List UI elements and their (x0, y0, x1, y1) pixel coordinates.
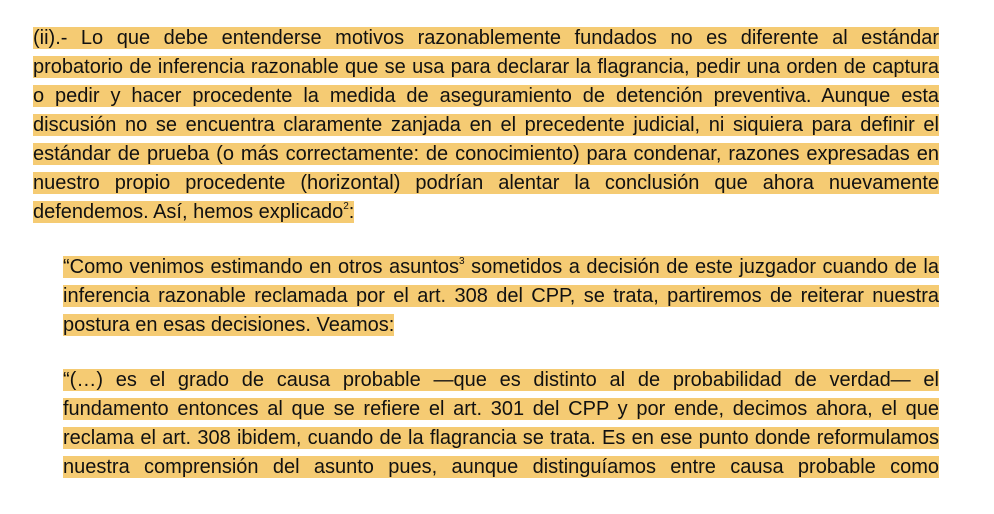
highlighted-text (63, 256, 939, 278)
footnote-2-marker[interactable]: 2 (343, 201, 349, 212)
highlighted-text: discusión no se encuentra claramente zanjada en el precedente judicial, ni siquiera para definir el (33, 114, 939, 136)
highlighted-text: probatorio de inferencia razonable que se usa para declarar la flagrancia, pedir una orden de captura (33, 56, 939, 78)
paragraph-1-last-text: defendemos. Así, hemos explicado (33, 201, 344, 223)
highlighted-text: nuestro propio procedente (horizontal) podrían alentar la conclusión que ahora nuevamente (33, 172, 939, 194)
paragraph-1-line-5 (33, 140, 939, 168)
paragraph-1-line-3 (33, 82, 939, 110)
paragraph-2-line-1-end: sometidos a decisión de este juzgador cuando de la (464, 256, 939, 278)
paragraph-3-line-1 (63, 366, 939, 394)
paragraph-2-line-1 (63, 253, 939, 281)
paragraph-1-colon: : (348, 201, 355, 223)
paragraph-2-line-3 (63, 311, 939, 339)
highlighted-text: inferencia razonable reclamada por el art. 308 del CPP, se trata, partiremos de reiterar nuestra (63, 285, 939, 307)
highlighted-text: reclama el art. 308 ibidem, cuando de la flagrancia se trata. Es en ese punto donde reformulamos (63, 427, 939, 449)
paragraph-2-line-1-start: “Como venimos estimando en otros asuntos (63, 256, 460, 278)
paragraph-1-line-1 (33, 24, 939, 52)
paragraph-3-line-2 (63, 395, 939, 423)
highlighted-text: nuestra comprensión del asunto pues, aunque distinguíamos entre causa probable como (63, 456, 939, 478)
footnote-3-marker[interactable]: 3 (459, 256, 465, 267)
highlighted-text (33, 201, 354, 223)
paragraph-1-line-4 (33, 111, 939, 139)
highlighted-text: fundamento entonces al que se refiere el art. 301 del CPP y por ende, decimos ahora, el que (63, 398, 939, 420)
paragraph-1-line-6 (33, 169, 939, 197)
paragraph-3-line-3 (63, 424, 939, 452)
paragraph-2-line-2 (63, 282, 939, 310)
highlighted-text: o pedir y hacer procedente la medida de aseguramiento de detención preventiva. Aunque esta (33, 85, 939, 107)
highlighted-text: “(…) es el grado de causa probable —que es distinto al de probabilidad de verdad— el (63, 369, 939, 391)
paragraph-1-line-7 (33, 198, 939, 226)
highlighted-text: postura en esas decisiones. Veamos: (63, 314, 395, 336)
highlighted-text: estándar de prueba (o más correctamente: de conocimiento) para condenar, razones expresadas en (33, 143, 939, 165)
paragraph-1-line-2 (33, 53, 939, 81)
paragraph-3-line-4 (63, 453, 939, 481)
highlighted-text: (ii).- Lo que debe entenderse motivos razonablemente fundados no es diferente al estándar (33, 27, 939, 49)
